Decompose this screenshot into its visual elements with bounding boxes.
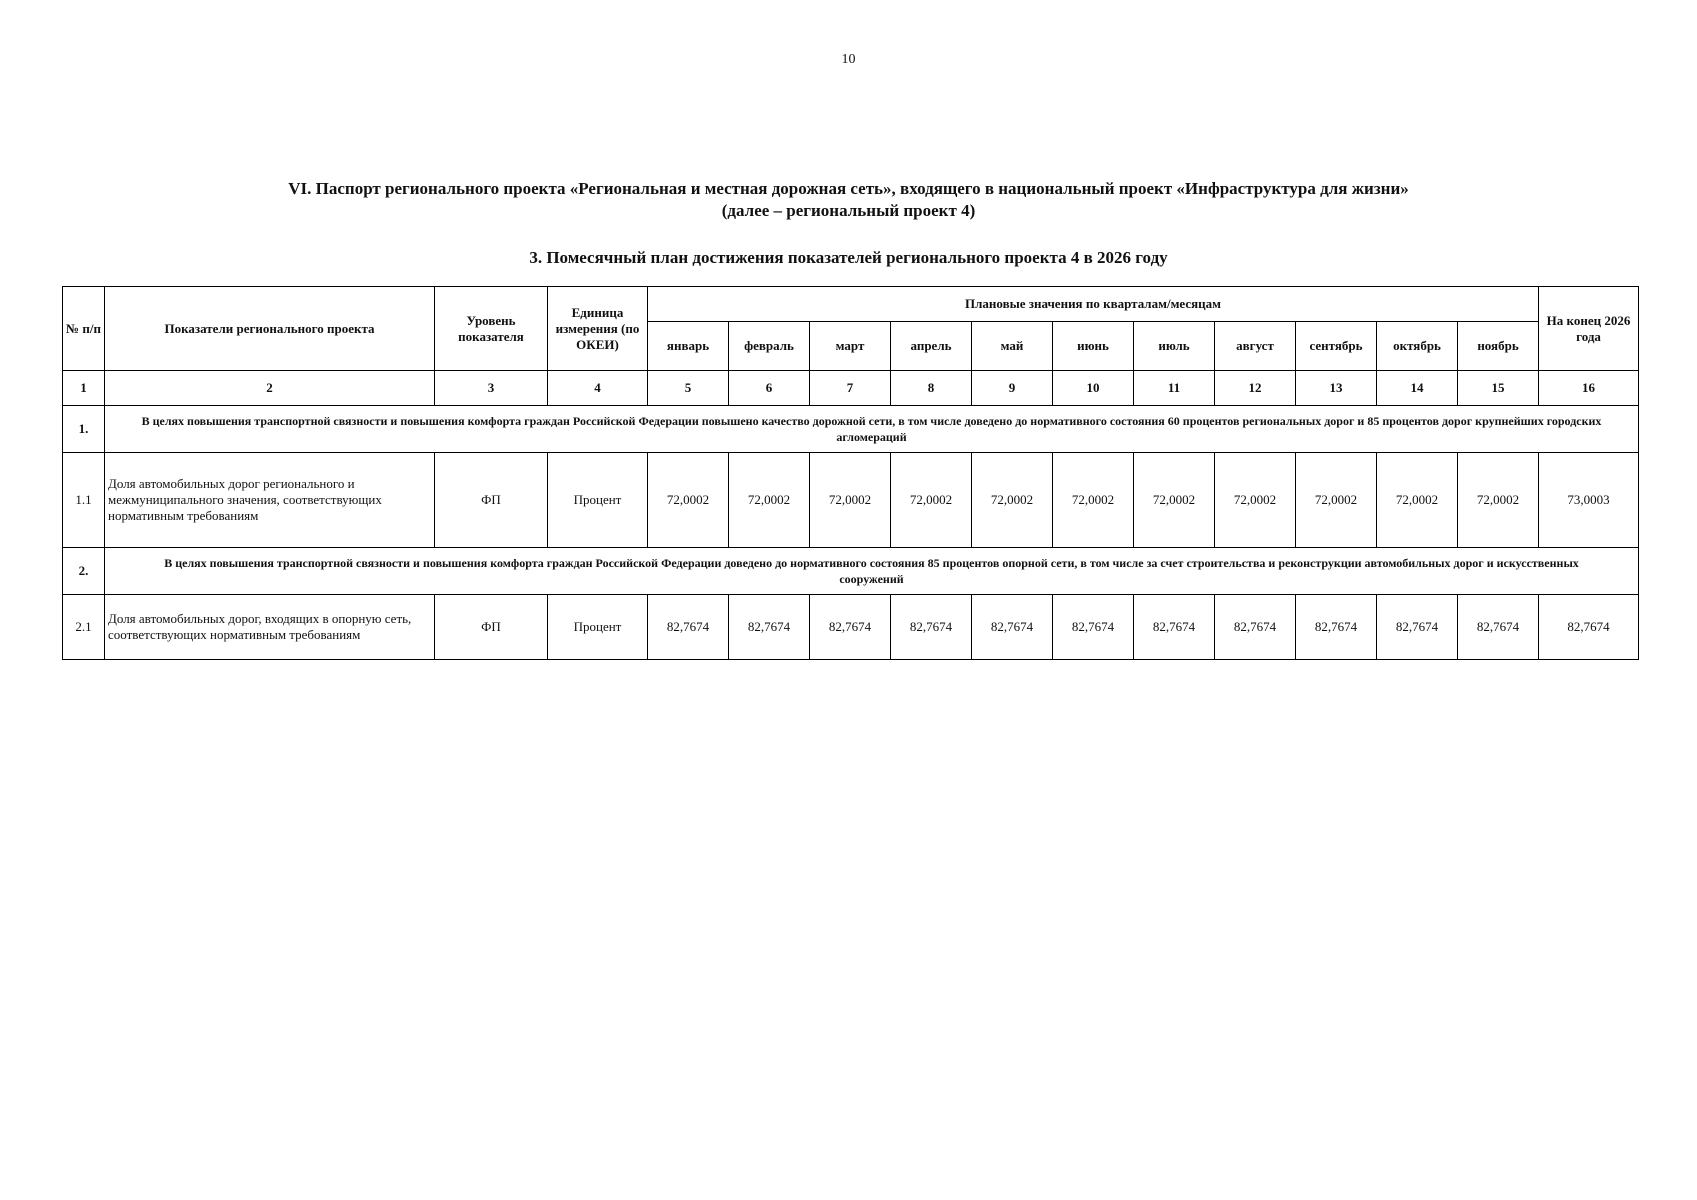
month-value: 72,0002 <box>891 453 972 548</box>
month-value: 82,7674 <box>1134 595 1215 660</box>
column-number: 14 <box>1377 371 1458 406</box>
column-number: 11 <box>1134 371 1215 406</box>
column-number: 9 <box>972 371 1053 406</box>
header-end-of-year: На конец 2026 года <box>1539 287 1639 371</box>
indicator-level: ФП <box>435 453 548 548</box>
table-subtitle: 3. Помесячный план достижения показателей регионального проекта 4 в 2026 году <box>529 248 1168 267</box>
header-month: август <box>1215 322 1296 371</box>
header-level: Уровень показателя <box>435 287 548 371</box>
header-month: ноябрь <box>1458 322 1539 371</box>
page-number: 10 <box>841 52 856 67</box>
month-value: 82,7674 <box>1458 595 1539 660</box>
monthly-plan-table <box>62 286 1639 660</box>
column-number: 13 <box>1296 371 1377 406</box>
month-value: 82,7674 <box>1215 595 1296 660</box>
header-unit: Единица измерения (по ОКЕИ) <box>548 287 648 371</box>
month-value: 72,0002 <box>810 453 891 548</box>
header-month: апрель <box>891 322 972 371</box>
header-planned-values: Плановые значения по кварталам/месяцам <box>648 287 1539 322</box>
goal-number: 1. <box>63 406 105 453</box>
goal-row <box>63 406 1639 453</box>
column-number: 1 <box>63 371 105 406</box>
month-value: 72,0002 <box>1377 453 1458 548</box>
month-value: 72,0002 <box>1134 453 1215 548</box>
month-value: 72,0002 <box>972 453 1053 548</box>
month-value: 72,0002 <box>1053 453 1134 548</box>
header-month: июнь <box>1053 322 1134 371</box>
month-value: 82,7674 <box>648 595 729 660</box>
column-number: 2 <box>105 371 435 406</box>
indicator-number: 2.1 <box>63 595 105 660</box>
month-value: 82,7674 <box>810 595 891 660</box>
header-month: май <box>972 322 1053 371</box>
column-number: 8 <box>891 371 972 406</box>
month-value: 82,7674 <box>1053 595 1134 660</box>
indicator-row <box>63 453 1639 548</box>
column-number: 7 <box>810 371 891 406</box>
column-number: 10 <box>1053 371 1134 406</box>
column-number: 15 <box>1458 371 1539 406</box>
month-value: 82,7674 <box>729 595 810 660</box>
header-indicator: Показатели регионального проекта <box>105 287 435 371</box>
goal-number: 2. <box>63 548 105 595</box>
month-value: 82,7674 <box>972 595 1053 660</box>
goal-text: В целях повышения транспортной связности и повышения комфорта граждан Российской Федерации доведено до нормативного состояния 85 процентов опорной сети, в том числе за счет строительства и реконструкции автомобильных дорог и искусственных сооружений <box>105 548 1639 595</box>
month-value: 82,7674 <box>891 595 972 660</box>
document-title <box>0 178 1697 222</box>
month-value: 72,0002 <box>729 453 810 548</box>
header-month: октябрь <box>1377 322 1458 371</box>
column-number: 5 <box>648 371 729 406</box>
indicator-unit: Процент <box>548 595 648 660</box>
month-value: 72,0002 <box>1215 453 1296 548</box>
header-row-1 <box>63 287 1639 322</box>
indicator-number: 1.1 <box>63 453 105 548</box>
indicator-name: Доля автомобильных дорог регионального и межмуниципального значения, соответствующих нормативным требованиям <box>105 453 435 548</box>
end-of-year-value: 73,0003 <box>1539 453 1639 548</box>
end-of-year-value: 82,7674 <box>1539 595 1639 660</box>
header-month: июль <box>1134 322 1215 371</box>
column-number: 3 <box>435 371 548 406</box>
column-number: 6 <box>729 371 810 406</box>
column-number: 4 <box>548 371 648 406</box>
title-line-1: VI. Паспорт регионального проекта «Региональная и местная дорожная сеть», входящего в национальный проект «Инфраструктура для жизни» <box>288 179 1409 198</box>
month-value: 72,0002 <box>1296 453 1377 548</box>
goal-text: В целях повышения транспортной связности и повышения комфорта граждан Российской Федерации повышено качество дорожной сети, в том числе доведено до нормативного состояния 60 процентов региональных дорог и 85 процентов дорог крупнейших городских агломераций <box>105 406 1639 453</box>
goal-row <box>63 548 1639 595</box>
header-month: март <box>810 322 891 371</box>
header-no: № п/п <box>63 287 105 371</box>
header-month: февраль <box>729 322 810 371</box>
indicator-row <box>63 595 1639 660</box>
indicator-unit: Процент <box>548 453 648 548</box>
column-number: 12 <box>1215 371 1296 406</box>
indicator-name: Доля автомобильных дорог, входящих в опорную сеть, соответствующих нормативным требованиям <box>105 595 435 660</box>
month-value: 82,7674 <box>1377 595 1458 660</box>
month-value: 72,0002 <box>648 453 729 548</box>
header-month: январь <box>648 322 729 371</box>
month-value: 82,7674 <box>1296 595 1377 660</box>
month-value: 72,0002 <box>1458 453 1539 548</box>
column-number-row <box>63 371 1639 406</box>
indicator-level: ФП <box>435 595 548 660</box>
header-month: сентябрь <box>1296 322 1377 371</box>
column-number: 16 <box>1539 371 1639 406</box>
title-line-2: (далее – региональный проект 4) <box>721 201 976 220</box>
